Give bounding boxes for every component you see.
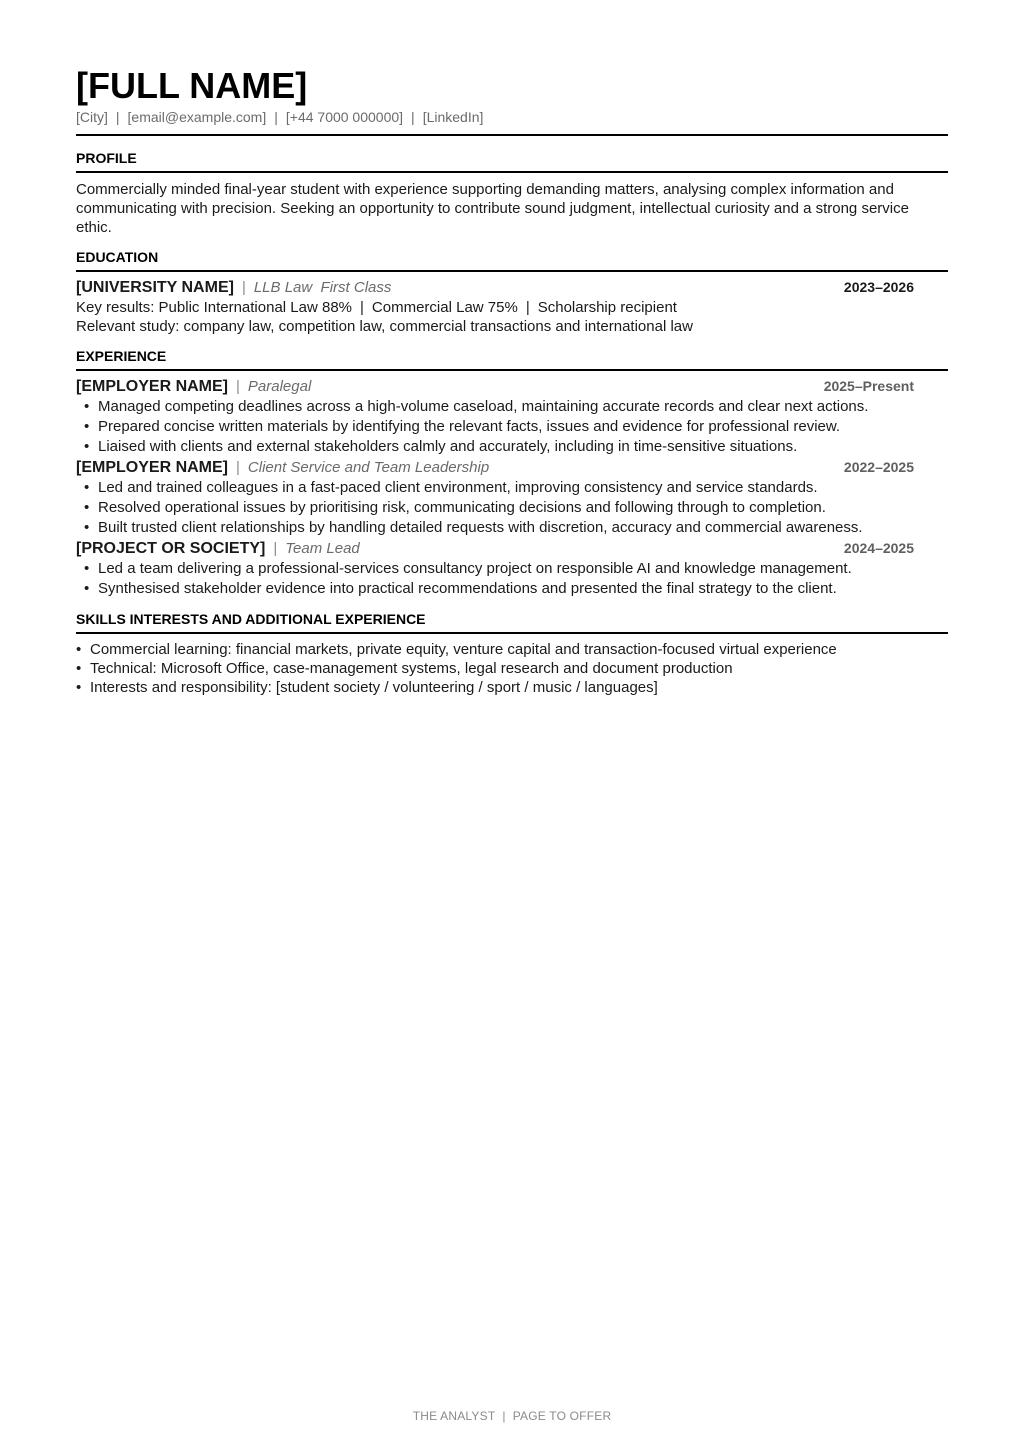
job-role: Client Service and Team Leadership [247, 459, 490, 476]
experience-entry-header [76, 457, 914, 478]
education-section [76, 248, 948, 336]
bullet-text: Led a team delivering a professional-services consultancy project on responsible AI and knowledge management. [98, 560, 852, 577]
degree-detail: LLB Law First Class [253, 279, 392, 296]
experience-entry [76, 376, 948, 457]
bullet-text: Managed competing deadlines across a high-volume caseload, maintaining accurate records and clear next actions. [98, 398, 869, 415]
bullet-icon: • [84, 438, 90, 455]
experience-entry-title [76, 377, 311, 397]
contact-separator: | [115, 109, 120, 125]
profile-section [76, 149, 948, 237]
experience-entry [76, 457, 948, 538]
list-item [76, 640, 948, 659]
bullet-icon: • [84, 580, 90, 597]
footer-left-text: THE ANALYST [412, 1409, 496, 1423]
entry-separator: | [241, 279, 246, 296]
profile-text: Commercially minded final-year student with experience supporting demanding matters, analysing complex information and communicating with precision. Seeking an opportunity to contribute sound judgment, intellectual curiosity and a strong service ethic. [76, 181, 909, 236]
list-item [76, 678, 948, 697]
bullet-icon: • [84, 418, 90, 435]
institution-name: [UNIVERSITY NAME] [76, 279, 234, 296]
experience-bullets [76, 478, 948, 538]
key-results-line [76, 298, 948, 317]
list-item [76, 579, 948, 599]
experience-entry-title [76, 458, 489, 478]
skill-text: Technical: Microsoft Office, case-management systems, legal research and document production [90, 660, 733, 677]
footer-right-text: PAGE TO OFFER [512, 1409, 612, 1423]
key-result: Commercial Law 75% [371, 299, 518, 316]
project-name: [PROJECT OR SOCIETY] [76, 540, 266, 557]
bullet-text: Led and trained colleagues in a fast-paced client environment, improving consistency and service standards. [98, 479, 818, 496]
entry-separator: | [236, 459, 240, 476]
experience-dates: 2022–2025 [843, 459, 914, 475]
header-divider [76, 134, 948, 136]
bullet-icon: • [76, 660, 82, 677]
list-item [76, 518, 948, 538]
skill-text: Interests and responsibility: [student society / volunteering / sport / music / languages] [90, 679, 658, 696]
bullet-icon: • [84, 479, 90, 496]
employer-name: [EMPLOYER NAME] [76, 459, 228, 476]
key-result: Scholarship recipient [537, 299, 677, 316]
entry-separator: | [273, 540, 278, 557]
skills-list [76, 640, 948, 697]
bullet-icon: • [76, 679, 82, 696]
experience-bullets [76, 397, 948, 457]
list-item [76, 659, 948, 678]
bullet-text: Liaised with clients and external stakeholders calmly and accurately, including in time-sensitive situations. [98, 438, 798, 455]
employer-name: [EMPLOYER NAME] [76, 378, 228, 395]
contact-city: [City] [76, 109, 108, 125]
bullet-icon: • [76, 641, 82, 658]
education-dates: 2023–2026 [843, 279, 914, 295]
entry-separator: | [236, 378, 240, 395]
list-item [76, 417, 948, 437]
resume-header [76, 64, 948, 136]
education-entry-title [76, 278, 391, 298]
list-item [76, 498, 948, 518]
footer-separator: | [502, 1409, 506, 1423]
full-name: [FULL NAME] [76, 65, 308, 106]
list-item [76, 478, 948, 498]
contact-email: [email@example.com] [127, 109, 267, 125]
relevant-study-line: Relevant study: company law, competition law, commercial transactions and international law [76, 318, 693, 335]
section-title-skills: SKILLS INTERESTS AND ADDITIONAL EXPERIENCE [76, 610, 948, 634]
experience-entry-header [76, 376, 914, 397]
list-item [76, 397, 948, 417]
education-entry [76, 277, 948, 336]
education-entry-header [76, 277, 914, 298]
experience-entry [76, 538, 948, 599]
job-role: Team Lead [285, 540, 360, 557]
section-title-experience: EXPERIENCE [76, 347, 948, 371]
experience-entry-header [76, 538, 914, 559]
bullet-text: Synthesised stakeholder evidence into practical recommendations and presented the final strategy to the client. [98, 580, 837, 597]
bullet-icon: • [84, 398, 90, 415]
experience-section [76, 347, 948, 599]
bullet-icon: • [84, 519, 90, 536]
list-item [76, 437, 948, 457]
contact-line [76, 108, 948, 126]
bullet-text: Prepared concise written materials by identifying the relevant facts, issues and evidence for professional review. [98, 418, 841, 435]
skills-section [76, 610, 948, 697]
experience-dates: 2025–Present [823, 378, 914, 394]
section-title-education: EDUCATION [76, 248, 948, 272]
resume-page [76, 64, 948, 697]
job-role: Paralegal [247, 378, 312, 395]
section-title-profile: PROFILE [76, 149, 948, 173]
contact-separator: | [411, 109, 415, 125]
bullet-icon: • [84, 560, 90, 577]
contact-phone: [+44 7000 000000] [285, 109, 404, 125]
bullet-text: Built trusted client relationships by handling detailed requests with discretion, accuracy and commercial awareness. [98, 519, 863, 536]
contact-linkedin: [LinkedIn] [422, 109, 484, 125]
key-results-label: Key results: [76, 299, 155, 316]
experience-dates: 2024–2025 [843, 540, 914, 556]
key-result-separator: | [360, 299, 364, 316]
page-footer [0, 1409, 1024, 1423]
key-result: Public International Law 88% [158, 299, 353, 316]
bullet-icon: • [84, 499, 90, 516]
skill-text: Commercial learning: financial markets, private equity, venture capital and transaction-focused virtual experience [90, 641, 837, 658]
contact-separator: | [274, 109, 278, 125]
experience-bullets [76, 559, 948, 599]
list-item [76, 559, 948, 579]
key-result-separator: | [525, 299, 530, 316]
experience-entry-title [76, 539, 360, 559]
bullet-text: Resolved operational issues by prioritising risk, communicating decisions and following through to completion. [98, 499, 826, 516]
